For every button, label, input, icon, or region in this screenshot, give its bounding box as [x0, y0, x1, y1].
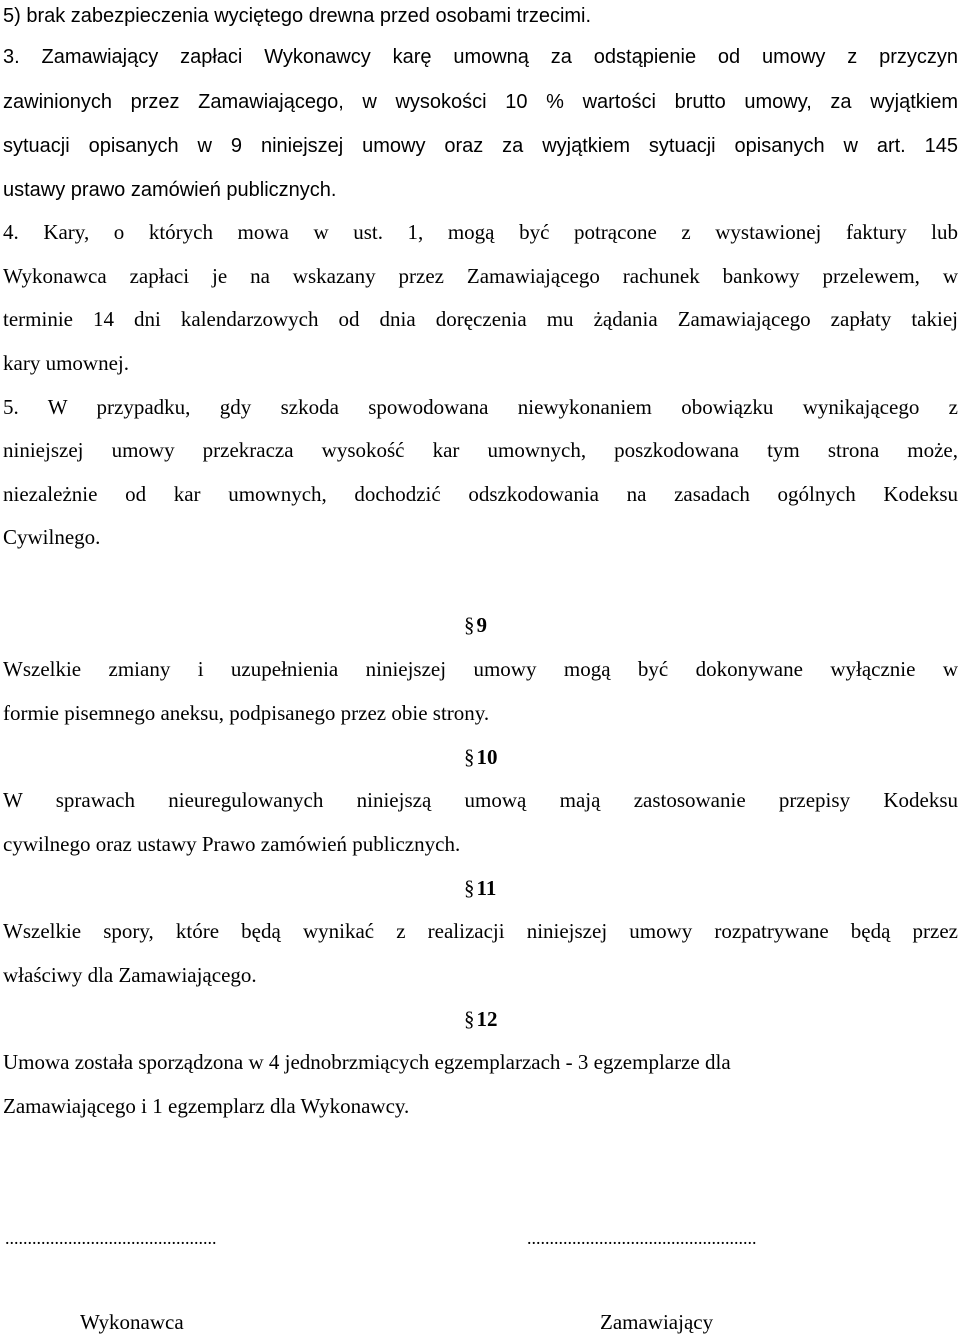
item-4-line-1: 4. Kary, o których mowa w ust. 1, mogą być potrącone z wystawionej faktury lub	[3, 220, 958, 244]
section-sign: §	[464, 1007, 475, 1031]
client-signature-line: ...................................................	[527, 1228, 757, 1248]
item-4-line-3: terminie 14 dni kalendarzowych od dnia doręczenia mu żądania Zamawiającego zapłaty takiej	[3, 307, 958, 331]
section-11-line-2: właściwy dla Zamawiającego.	[3, 963, 257, 987]
item-5-line-3: niezależnie od kar umownych, dochodzić odszkodowania na zasadach ogólnych Kodeksu	[3, 482, 958, 506]
item-5-line-2: niniejszej umowy przekracza wysokość kar umownych, poszkodowana tym strona może,	[3, 438, 958, 462]
section-12-line-1: Umowa została sporządzona w 4 jednobrzmiących egzemplarzach - 3 egzemplarze dla	[3, 1050, 731, 1074]
section-sign: §	[464, 876, 475, 900]
section-10-line-1: W sprawach nieuregulowanych niniejszą umową mają zastosowanie przepisy Kodeksu	[3, 788, 958, 812]
section-sign: §	[464, 613, 475, 637]
section-9-heading	[464, 612, 487, 638]
client-label: Zamawiający	[600, 1310, 714, 1334]
item-3-line-3: sytuacji opisanych w 9 niniejszej umowy oraz za wyjątkiem sytuacji opisanych w art. 145	[3, 135, 958, 157]
contractor-signature-line: ...............................................	[5, 1228, 217, 1248]
section-12-heading	[464, 1006, 498, 1032]
item-3-line-1: 3. Zamawiający zapłaci Wykonawcy karę umowną za odstąpienie od umowy z przyczyn	[3, 46, 958, 68]
section-number: 9	[476, 613, 487, 637]
section-9-line-1: Wszelkie zmiany i uzupełnienia niniejszej umowy mogą być dokonywane wyłącznie w	[3, 657, 958, 681]
section-9-line-2: formie pisemnego aneksu, podpisanego przez obie strony.	[3, 701, 490, 725]
section-number: 10	[476, 745, 498, 769]
item-4-line-2: Wykonawca zapłaci je na wskazany przez Zamawiającego rachunek bankowy przelewem, w	[3, 264, 958, 288]
section-number: 12	[476, 1007, 498, 1031]
item-5-line-4: Cywilnego.	[3, 525, 101, 549]
section-sign: §	[464, 745, 475, 769]
section-10-heading	[464, 744, 498, 770]
contractor-label: Wykonawca	[80, 1310, 184, 1334]
item-3-line-4: ustawy prawo zamówień publicznych.	[3, 179, 337, 201]
item-3-line-2: zawinionych przez Zamawiającego, w wysokości 10 % wartości brutto umowy, za wyjątkiem	[3, 91, 958, 113]
section-number: 11	[476, 876, 497, 900]
item-5-line-1: 5. W przypadku, gdy szkoda spowodowana niewykonaniem obowiązku wynikającego z	[3, 395, 958, 419]
section-11-line-1: Wszelkie spory, które będą wynikać z realizacji niniejszej umowy rozpatrywane będą przez	[3, 919, 958, 943]
section-10-line-2: cywilnego oraz ustawy Prawo zamówień publicznych.	[3, 832, 461, 856]
item-5-brak-zabezpieczenia: 5) brak zabezpieczenia wyciętego drewna przed osobami trzecimi.	[3, 5, 592, 27]
section-12-line-2: Zamawiającego i 1 egzemplarz dla Wykonawcy.	[3, 1094, 410, 1118]
item-4-line-4: kary umownej.	[3, 351, 129, 375]
section-11-heading	[464, 875, 496, 901]
